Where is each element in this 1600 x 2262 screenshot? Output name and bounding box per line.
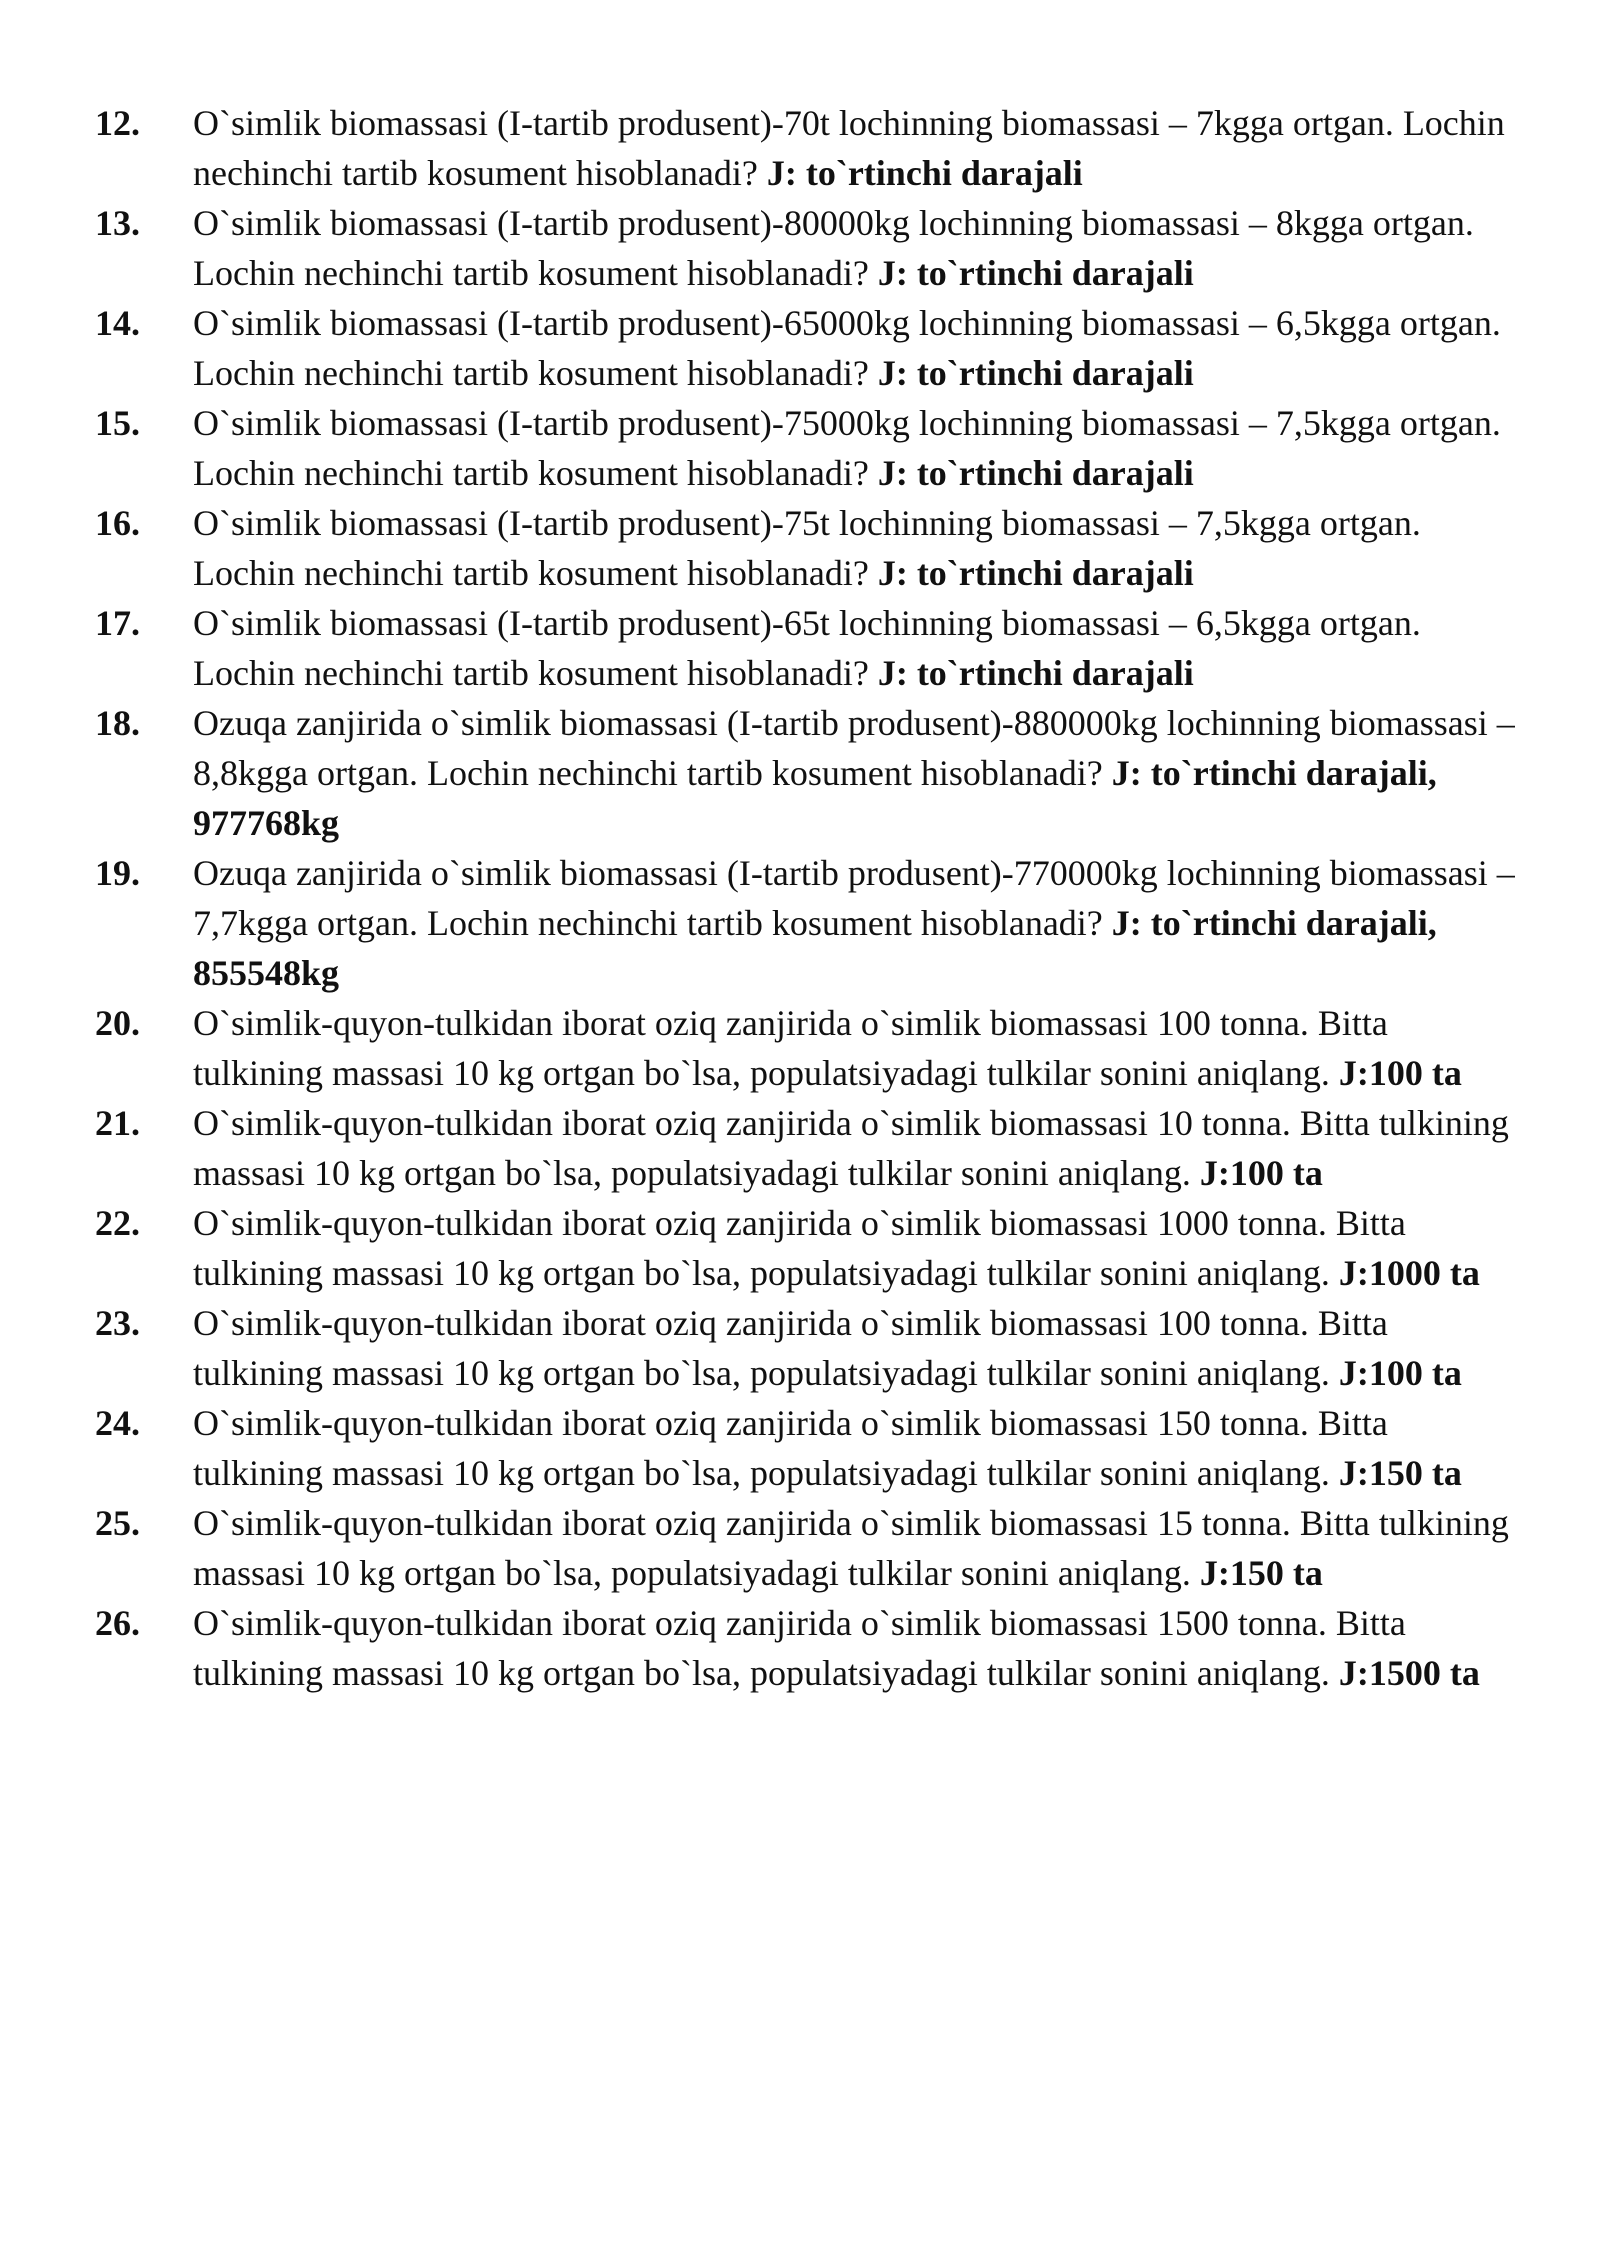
question-number: 13.	[95, 203, 140, 243]
question-item	[95, 98, 1515, 198]
question-number: 14.	[95, 303, 140, 343]
question-text: O`simlik-quyon-tulkidan iborat oziq zanjirida o`simlik biomassasi 1500 tonna. Bitta tulkining massasi 10 kg ortgan bo`lsa, populatsiyadagi tulkilar sonini aniqlang.	[193, 1603, 1406, 1693]
question-answer: J: to`rtinchi darajali	[877, 453, 1194, 493]
question-item	[95, 698, 1515, 848]
question-text: O`simlik biomassasi (I-tartib produsent)-75000kg lochinning biomassasi – 7,5kgga ortgan. Lochin nechinchi tartib kosument hisoblanadi?	[193, 403, 1501, 493]
question-text: O`simlik biomassasi (I-tartib produsent)-65t lochinning biomassasi – 6,5kgga ortgan. Lochin nechinchi tartib kosument hisoblanadi?	[193, 603, 1421, 693]
question-answer: J:150 ta	[1338, 1453, 1462, 1493]
question-body	[193, 998, 1515, 1098]
question-item	[95, 398, 1515, 498]
question-text: O`simlik biomassasi (I-tartib produsent)-75t lochinning biomassasi – 7,5kgga ortgan. Lochin nechinchi tartib kosument hisoblanadi?	[193, 503, 1421, 593]
question-number: 24.	[95, 1403, 140, 1443]
question-text: O`simlik biomassasi (I-tartib produsent)-80000kg lochinning biomassasi – 8kgga ortgan. Lochin nechinchi tartib kosument hisoblanadi?	[193, 203, 1474, 293]
question-number: 12.	[95, 103, 140, 143]
question-body	[193, 298, 1515, 398]
question-number: 25.	[95, 1503, 140, 1543]
question-number: 23.	[95, 1303, 140, 1343]
question-item	[95, 1398, 1515, 1498]
question-body	[193, 1498, 1515, 1598]
question-body	[193, 848, 1515, 998]
question-number: 17.	[95, 603, 140, 643]
question-item	[95, 298, 1515, 398]
question-body	[193, 198, 1515, 298]
question-text: O`simlik-quyon-tulkidan iborat oziq zanjirida o`simlik biomassasi 150 tonna. Bitta tulkining massasi 10 kg ortgan bo`lsa, populatsiyadagi tulkilar sonini aniqlang.	[193, 1403, 1388, 1493]
question-item	[95, 1098, 1515, 1198]
question-answer: J: to`rtinchi darajali	[877, 353, 1194, 393]
question-item	[95, 848, 1515, 998]
question-number: 16.	[95, 503, 140, 543]
question-number: 20.	[95, 1003, 140, 1043]
question-text: Ozuqa zanjirida o`simlik biomassasi (I-tartib produsent)-770000kg lochinning biomassasi – 7,7kgga ortgan. Lochin nechinchi tartib kosument hisoblanadi?	[193, 853, 1515, 943]
question-item	[95, 1498, 1515, 1598]
question-number: 21.	[95, 1103, 140, 1143]
question-text: O`simlik biomassasi (I-tartib produsent)-65000kg lochinning biomassasi – 6,5kgga ortgan. Lochin nechinchi tartib kosument hisoblanadi?	[193, 303, 1501, 393]
question-answer: J: to`rtinchi darajali	[766, 153, 1083, 193]
question-text: O`simlik-quyon-tulkidan iborat oziq zanjirida o`simlik biomassasi 10 tonna. Bitta tulkining massasi 10 kg ortgan bo`lsa, populatsiyadagi tulkilar sonini aniqlang.	[193, 1103, 1509, 1193]
question-answer: J: to`rtinchi darajali, 855548kg	[193, 903, 1437, 993]
question-body	[193, 1098, 1515, 1198]
question-text: O`simlik biomassasi (I-tartib produsent)-70t lochinning biomassasi – 7kgga ortgan. Lochin nechinchi tartib kosument hisoblanadi?	[193, 103, 1505, 193]
question-text: Ozuqa zanjirida o`simlik biomassasi (I-tartib produsent)-880000kg lochinning biomassasi – 8,8kgga ortgan. Lochin nechinchi tartib kosument hisoblanadi?	[193, 703, 1515, 793]
question-answer: J:100 ta	[1199, 1153, 1323, 1193]
question-answer: J:100 ta	[1338, 1053, 1462, 1093]
question-number: 26.	[95, 1603, 140, 1643]
question-body	[193, 1398, 1515, 1498]
question-body	[193, 498, 1515, 598]
question-item	[95, 198, 1515, 298]
question-item	[95, 1198, 1515, 1298]
question-number: 15.	[95, 403, 140, 443]
question-answer: J:100 ta	[1338, 1353, 1462, 1393]
question-body	[193, 1298, 1515, 1398]
question-answer: J: to`rtinchi darajali, 977768kg	[193, 753, 1437, 843]
question-body	[193, 1598, 1515, 1698]
question-number: 18.	[95, 703, 140, 743]
question-body	[193, 598, 1515, 698]
question-number: 22.	[95, 1203, 140, 1243]
question-answer: J:1000 ta	[1338, 1253, 1480, 1293]
question-text: O`simlik-quyon-tulkidan iborat oziq zanjirida o`simlik biomassasi 100 tonna. Bitta tulkining massasi 10 kg ortgan bo`lsa, populatsiyadagi tulkilar sonini aniqlang.	[193, 1303, 1388, 1393]
question-answer: J: to`rtinchi darajali	[877, 653, 1194, 693]
question-text: O`simlik-quyon-tulkidan iborat oziq zanjirida o`simlik biomassasi 1000 tonna. Bitta tulkining massasi 10 kg ortgan bo`lsa, populatsiyadagi tulkilar sonini aniqlang.	[193, 1203, 1406, 1293]
question-item	[95, 598, 1515, 698]
question-body	[193, 398, 1515, 498]
question-body	[193, 98, 1515, 198]
question-item	[95, 498, 1515, 598]
question-body	[193, 1198, 1515, 1298]
question-number: 19.	[95, 853, 140, 893]
question-body	[193, 698, 1515, 848]
question-list	[95, 98, 1515, 1698]
question-item	[95, 1298, 1515, 1398]
question-item	[95, 1598, 1515, 1698]
question-text: O`simlik-quyon-tulkidan iborat oziq zanjirida o`simlik biomassasi 100 tonna. Bitta tulkining massasi 10 kg ortgan bo`lsa, populatsiyadagi tulkilar sonini aniqlang.	[193, 1003, 1388, 1093]
question-answer: J: to`rtinchi darajali	[877, 253, 1194, 293]
question-answer: J:1500 ta	[1338, 1653, 1480, 1693]
question-item	[95, 998, 1515, 1098]
question-answer: J:150 ta	[1199, 1553, 1323, 1593]
question-text: O`simlik-quyon-tulkidan iborat oziq zanjirida o`simlik biomassasi 15 tonna. Bitta tulkining massasi 10 kg ortgan bo`lsa, populatsiyadagi tulkilar sonini aniqlang.	[193, 1503, 1509, 1593]
question-answer: J: to`rtinchi darajali	[877, 553, 1194, 593]
